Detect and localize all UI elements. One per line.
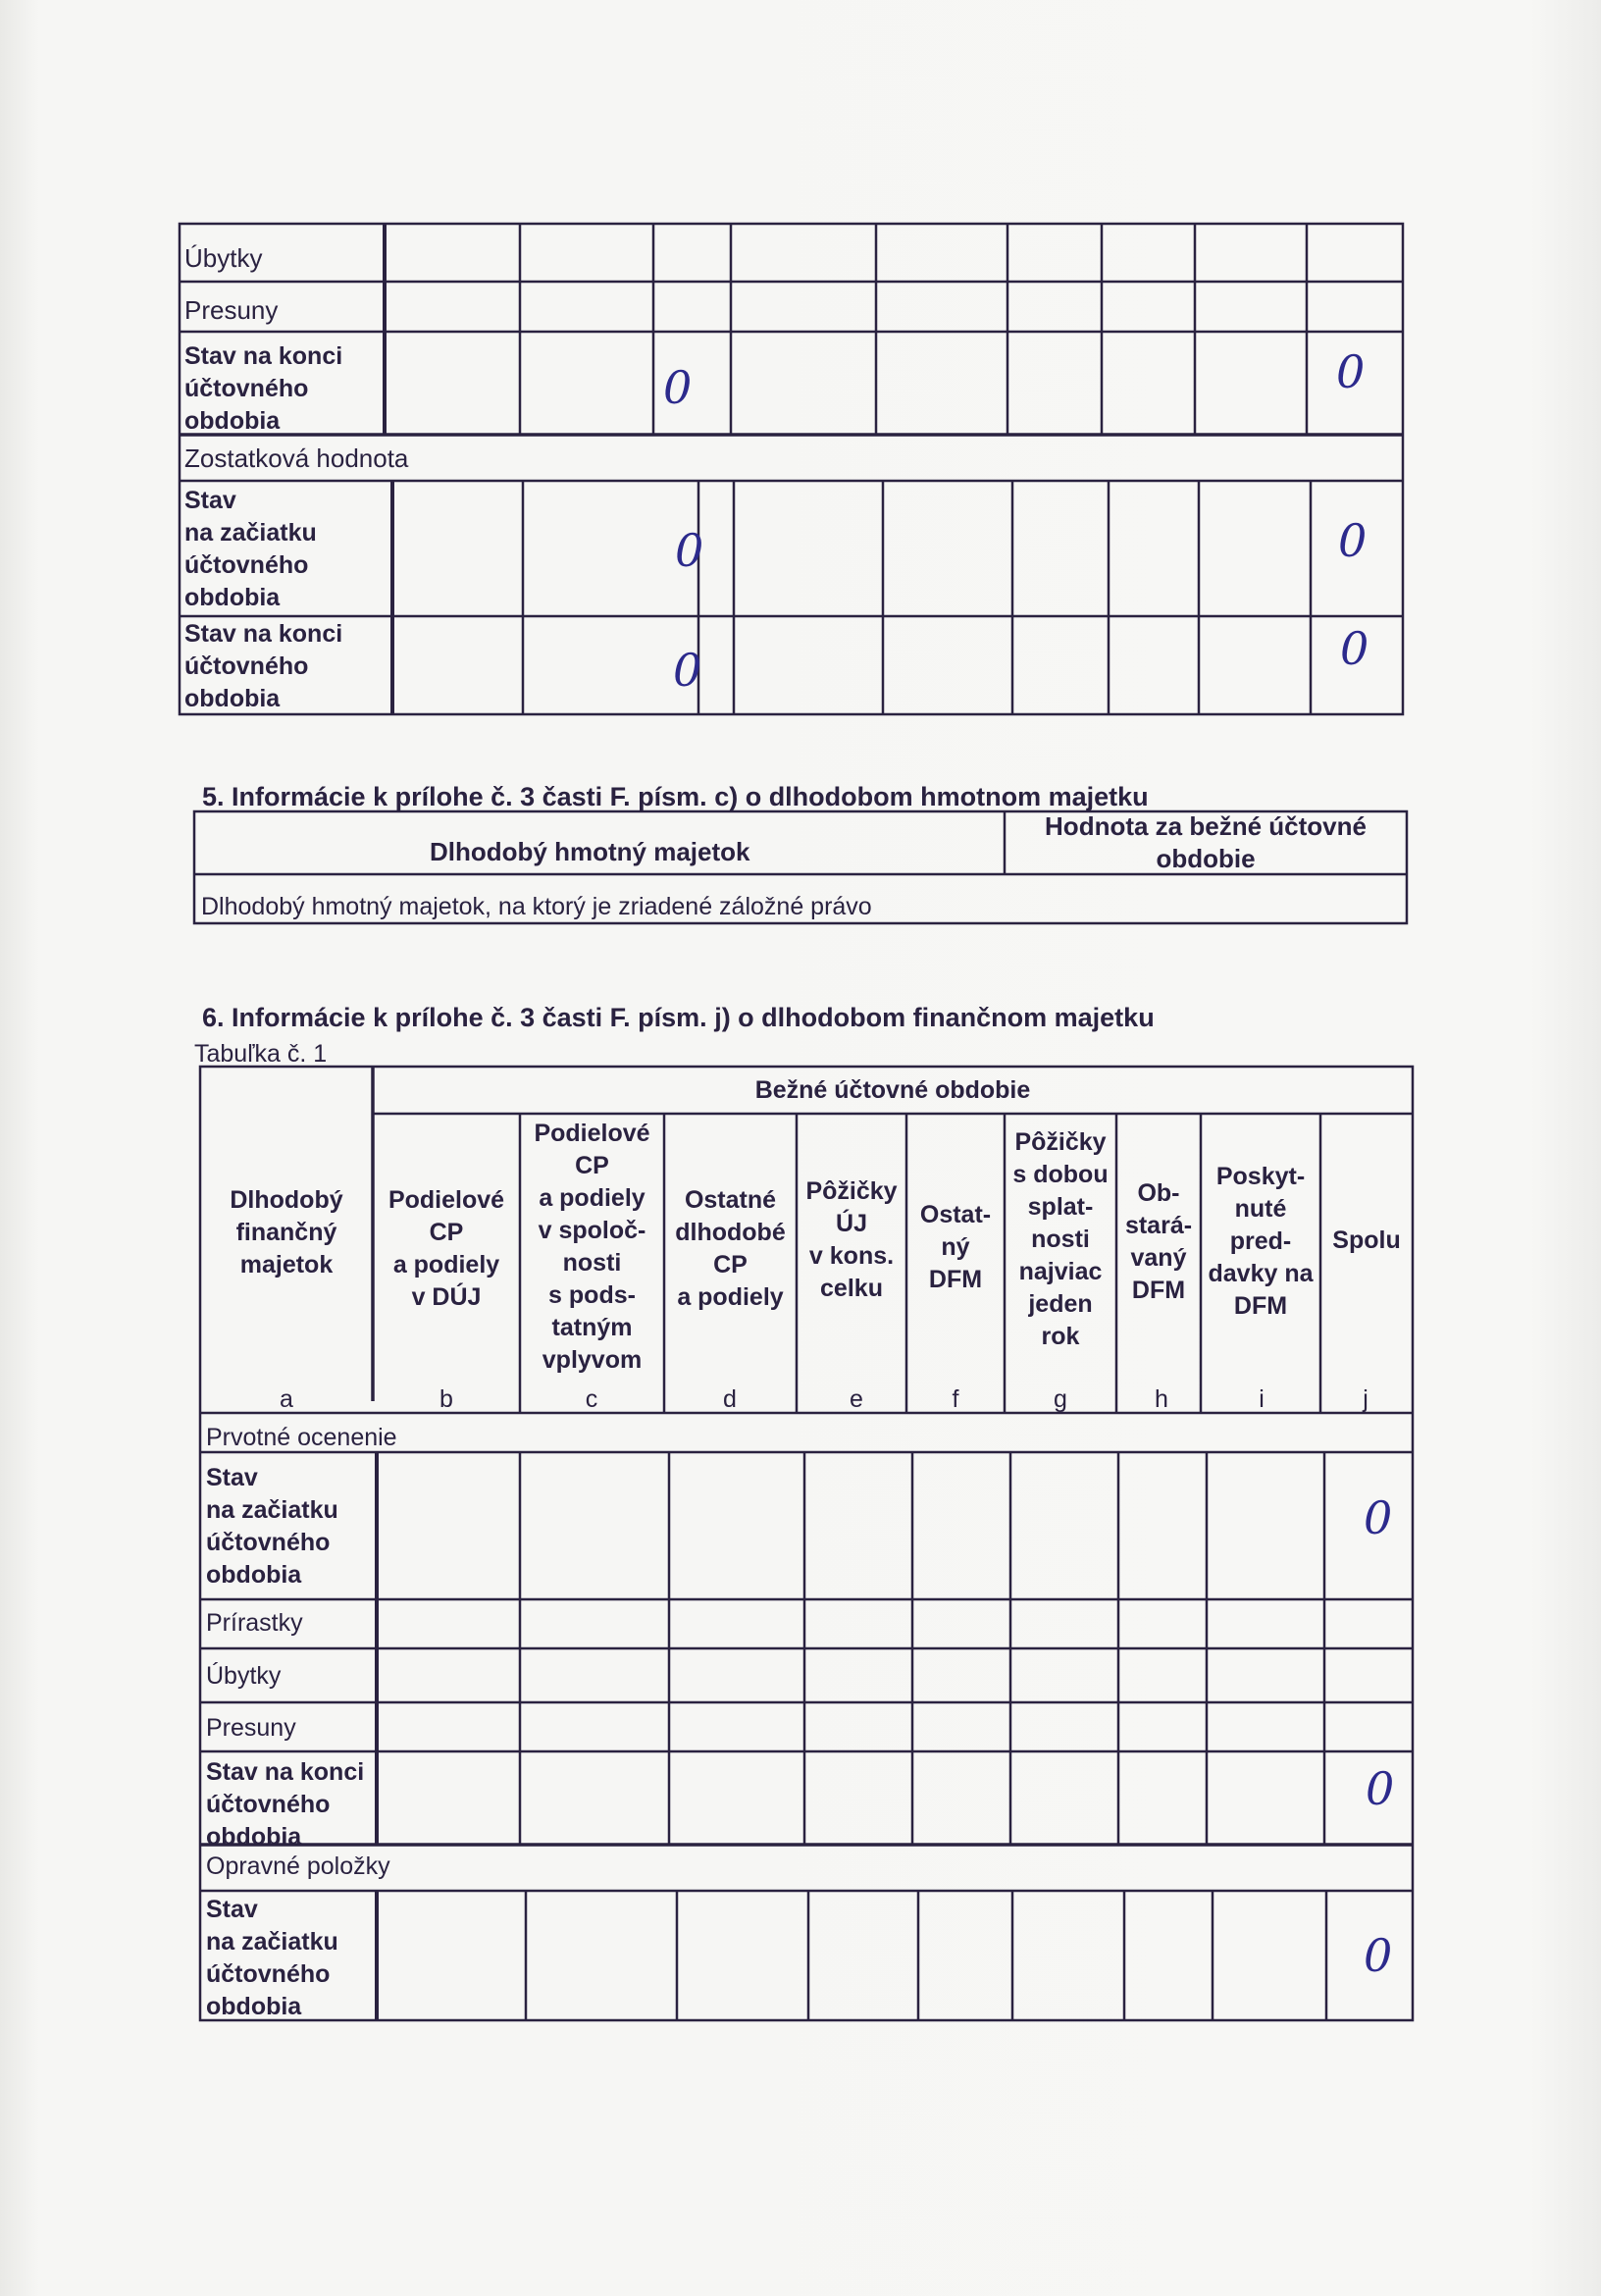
- col-header-obstarany-dfm: Ob- stará- vaný DFM: [1124, 1179, 1193, 1304]
- handwritten-zero-mark: 0: [673, 644, 702, 697]
- col-header-ostatne-cp: Ostatné dlhodobé CP a podiely: [675, 1186, 786, 1311]
- col-header-pozicky-uj: Pôžičky ÚJ v kons. celku: [805, 1177, 898, 1302]
- row-label-opravne-polozky: Opravné položky: [206, 1852, 390, 1880]
- handwritten-zero-mark: 0: [1364, 1491, 1393, 1544]
- section6-heading: 6. Informácie k prílohe č. 3 časti F. písm. j) o dlhodobom finančnom majetku: [202, 1003, 1155, 1032]
- handwritten-zero-mark: 0: [1336, 345, 1366, 398]
- row-label-stav-konci: Stav na konci účtovného obdobia: [184, 342, 343, 435]
- row-label-presuny: Presuny: [184, 295, 279, 325]
- col-letter-d: d: [723, 1385, 737, 1413]
- row-label-prvotne-ocenenie: Prvotné ocenenie: [206, 1424, 397, 1451]
- row-label-prirastky: Prírastky: [206, 1609, 303, 1637]
- col-letter-g: g: [1054, 1385, 1067, 1413]
- handwritten-zero-mark: 0: [1340, 622, 1369, 675]
- handwritten-zero-mark: 0: [1364, 1929, 1393, 1982]
- row-label-ubytky: Úbytky: [184, 243, 263, 273]
- row-label-stav-zaciatku-2: Stav na začiatku účtovného obdobia: [206, 1896, 338, 2020]
- col-letter-e: e: [850, 1385, 863, 1413]
- handwritten-zero-mark: 0: [675, 524, 704, 577]
- col-header-poskytnute-preddavky: Poskyt- nuté pred- davky na DFM: [1208, 1163, 1314, 1320]
- row-label-stav-konci: Stav na konci účtovného obdobia: [206, 1758, 365, 1851]
- row-label-stav-zaciatku: Stav na začiatku účtovného obdobia: [206, 1464, 338, 1589]
- section5-col1-header: Dlhodobý hmotný majetok: [430, 837, 750, 866]
- col-header-ostatny-dfm: Ostat- ný DFM: [919, 1201, 992, 1293]
- row-label-stav-zaciatku: Stav na začiatku účtovného obdobia: [184, 487, 317, 611]
- row-label-presuny: Presuny: [206, 1714, 296, 1742]
- col-letter-b: b: [439, 1385, 453, 1413]
- handwritten-zero-mark: 0: [663, 361, 693, 414]
- row-label-stav-konci-2: Stav na konci účtovného obdobia: [184, 620, 343, 712]
- col-header-podielove-cp-duj: Podielové CP a podiely v DÚJ: [387, 1186, 505, 1311]
- col-header-pozicky-rok: Pôžičky s dobou splat- nosti najviac jeden rok: [1012, 1128, 1109, 1350]
- col-letter-a: a: [280, 1385, 293, 1413]
- col-header-dlhodoby-majetok: Dlhodobý finančný majetok: [230, 1186, 343, 1278]
- section6-subheading: Tabuľka č. 1: [194, 1040, 328, 1068]
- col-header-spolu: Spolu: [1332, 1226, 1401, 1254]
- section5-row1-label: Dlhodobý hmotný majetok, na ktorý je zriadené záložné právo: [201, 893, 872, 920]
- row-label-zostatkova-hodnota: Zostatková hodnota: [184, 444, 409, 473]
- col-header-podielove-cp-vplyv: Podielové CP a podiely v spoloč- nosti s pods- tatným vplyvom: [534, 1120, 650, 1374]
- period-header: Bežné účtovné obdobie: [754, 1076, 1031, 1104]
- section5-col2-header: Hodnota za bežné účtovné obdobie: [1045, 811, 1367, 873]
- handwritten-zero-mark: 0: [1366, 1762, 1395, 1815]
- col-letter-j: j: [1363, 1385, 1369, 1413]
- col-letter-c: c: [585, 1385, 598, 1413]
- col-letter-i: i: [1259, 1385, 1265, 1413]
- handwritten-zero-mark: 0: [1338, 514, 1368, 567]
- col-letter-f: f: [952, 1385, 959, 1413]
- section5-heading: 5. Informácie k prílohe č. 3 časti F. písm. c) o dlhodobom hmotnom majetku: [202, 782, 1149, 811]
- row-label-ubytky: Úbytky: [206, 1662, 282, 1690]
- col-letter-h: h: [1155, 1385, 1168, 1413]
